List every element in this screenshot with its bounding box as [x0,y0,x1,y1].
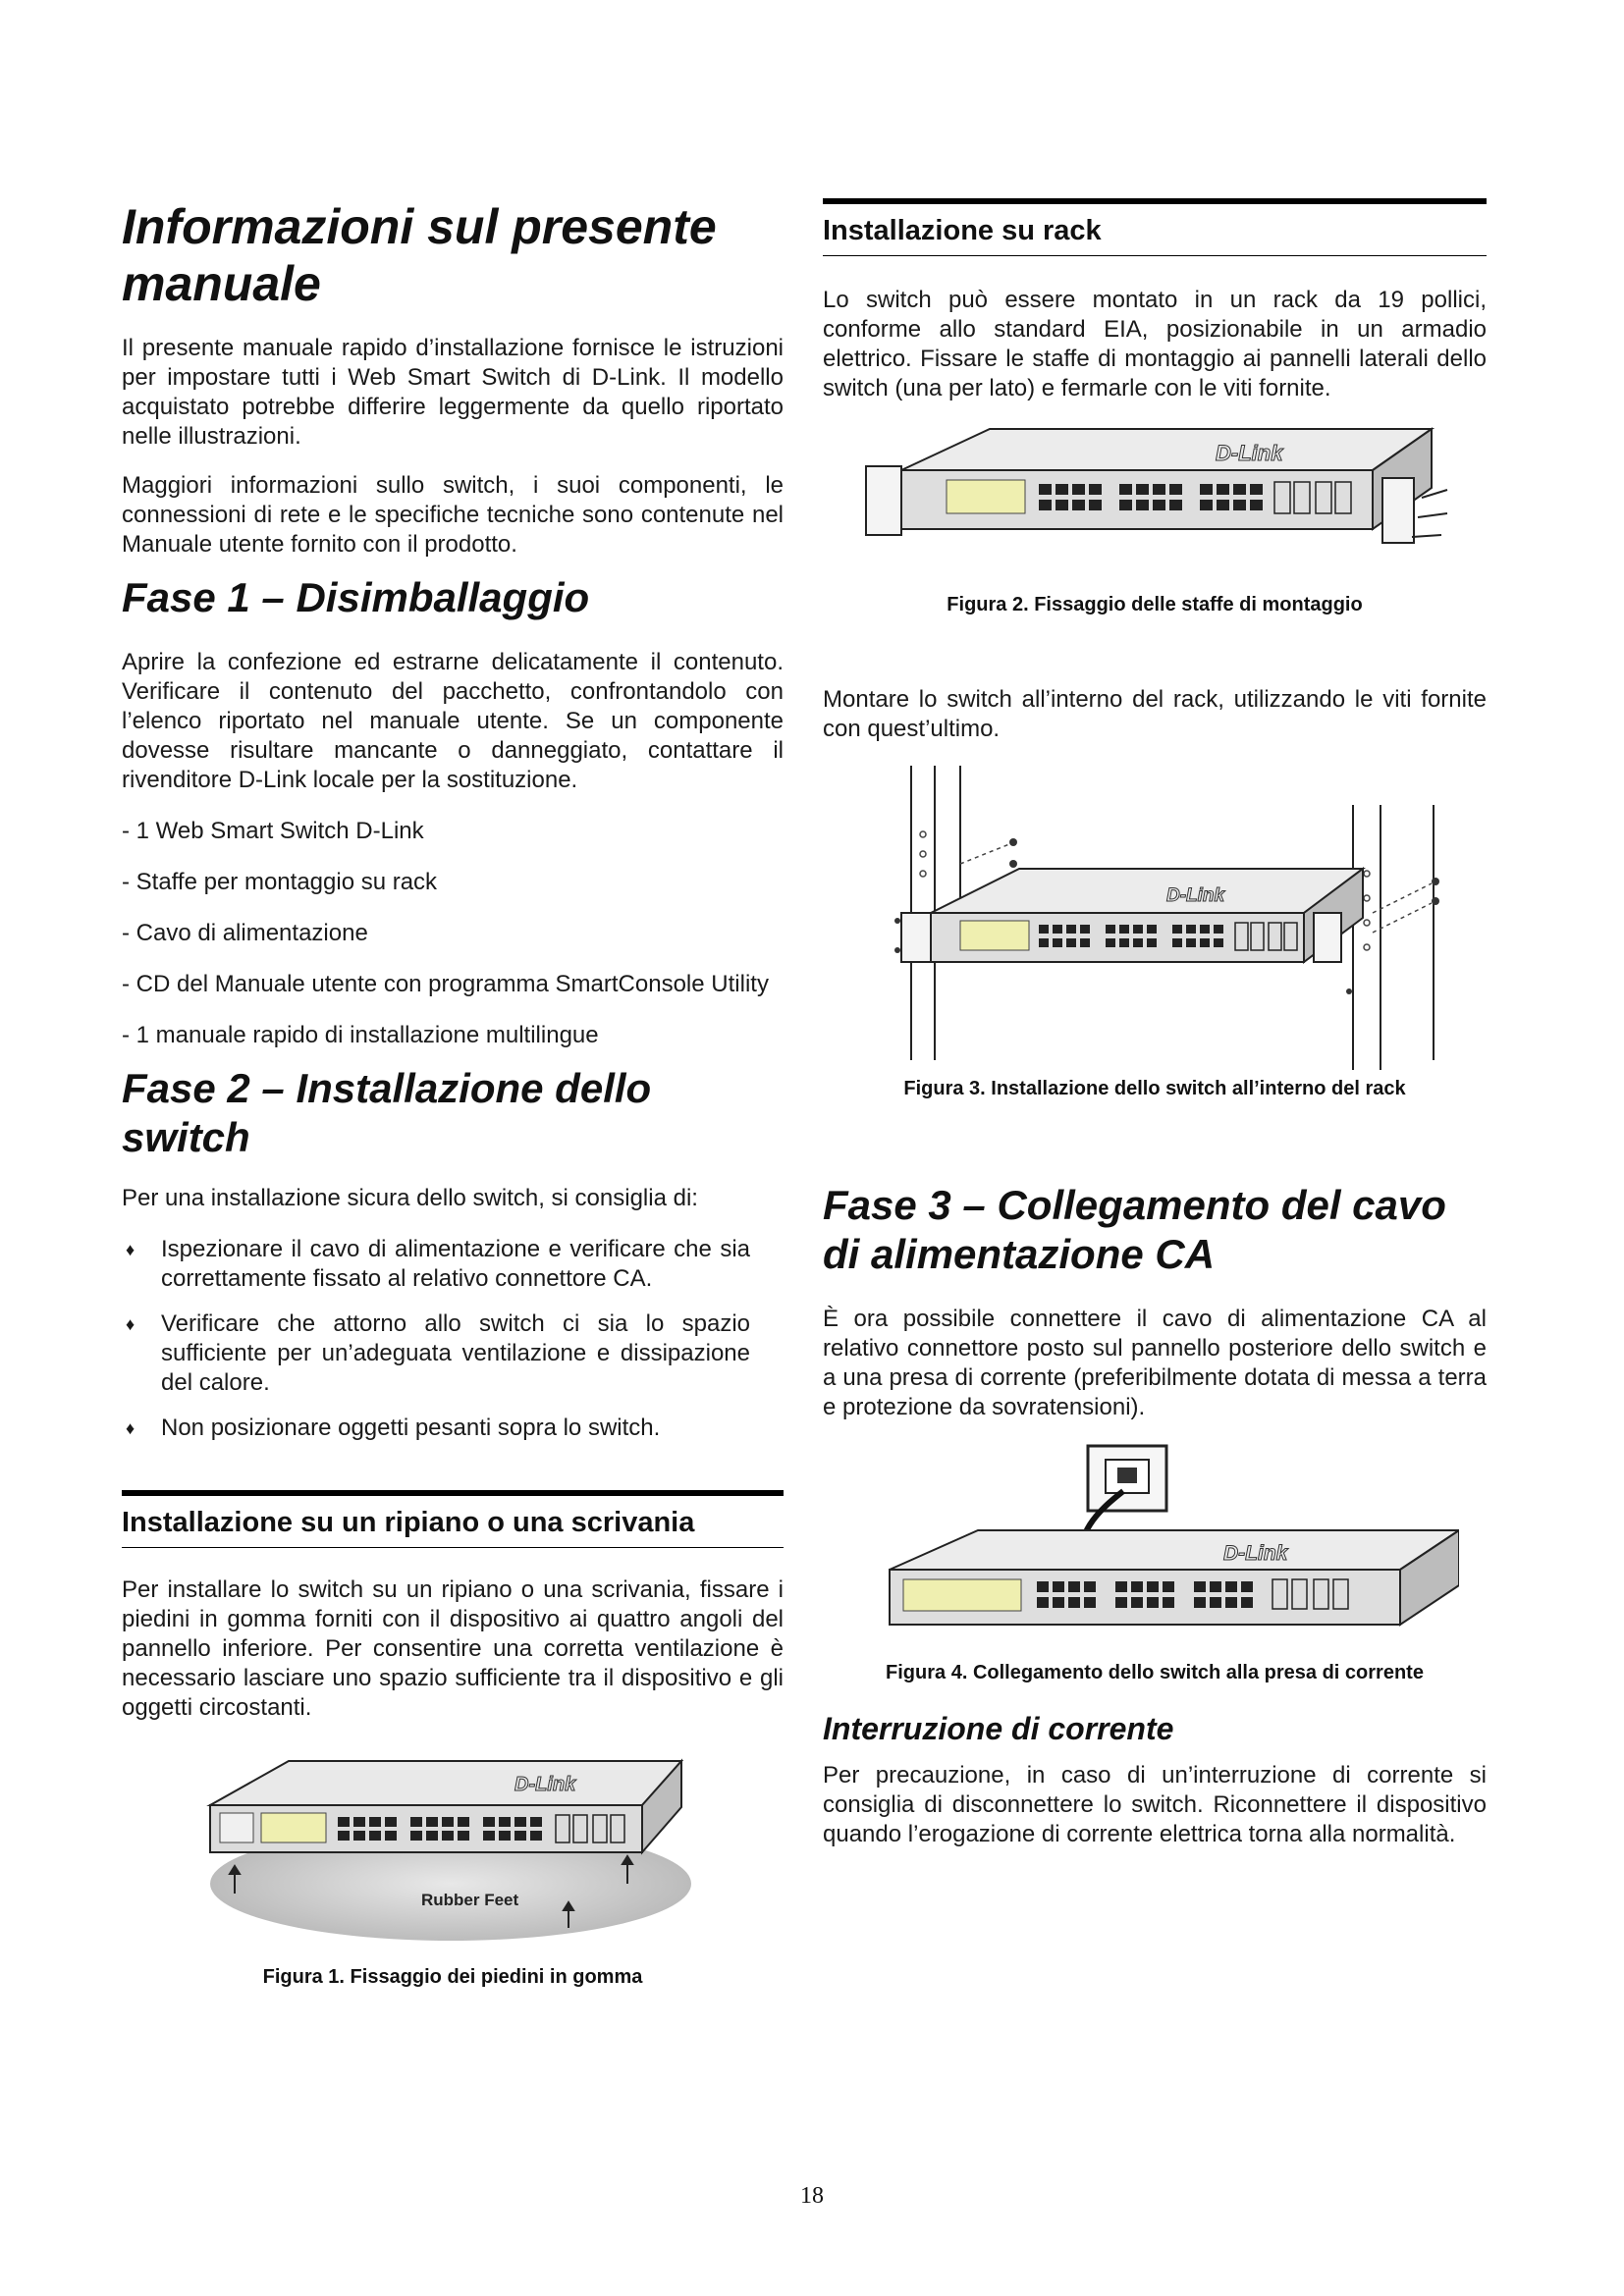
bullet-item [122,1309,750,1398]
switch-top [901,429,1432,470]
rack-install-paragraph-2: Montare lo switch all’interno del rack, utilizzando le viti fornite con quest’ultimo. [823,686,1487,742]
rack-install-paragraph-1: Lo switch può essere montato in un rack da 19 pollici, conforme allo standard EIA, posizionabile in un armadio elettrico. Fissare le staffe di montaggio ai pannelli laterali dello switch (una per lato) e fermarle con le viti fornite. [823,287,1487,401]
package-contents-list [122,817,784,1050]
diamond-bullet-icon: ♦ [126,1314,135,1334]
desk-install-paragraph: Per installare lo switch su un ripiano o una scrivania, fissare i piedini in gomma forniti con il dispositivo ai quattro angoli del pannello inferiore. Per consentire una corretta ventilazione è necessario lasciare uno spazio sufficiente tra il dispositivo e gli oggetti circostanti. [122,1576,784,1721]
right-bracket [1382,478,1414,543]
left-bracket [901,913,931,962]
led-panel-icon [903,1579,1021,1611]
figure-4-power [870,1444,1487,1650]
power-outage-paragraph: Per precauzione, in caso di un’interruzione di corrente si consiglia di disconnettere lo switch. Riconnettere il dispositivo quando l’erogazione di corrente elettrica torna alla normalità. [823,1762,1487,1847]
left-column [122,187,784,1989]
switch-rubber-feet-illustration [190,1746,711,1943]
dlink-logo: D-Link [1216,441,1283,465]
rack-install-heading: Installazione su rack [823,198,1487,256]
figure-2-brackets [862,419,1487,576]
diamond-bullet-icon: ♦ [126,1418,135,1438]
rubber-feet-label: Rubber Feet [421,1891,519,1909]
power-plug-icon [1117,1468,1137,1483]
left-bracket [866,466,901,535]
switch-top [931,869,1363,913]
dlink-logo: D-Link [1223,1542,1288,1565]
list-item: - Staffe per montaggio su rack [122,869,438,895]
right-column [823,187,1487,1849]
phase1-paragraph: Aprire la confezione ed estrarne delicatamente il contenuto. Verificare il contenuto del pacchetto, confrontandolo con l’elenco riportato nel manuale utente. Se un componente dovesse risultare mancante o danneggiato, contattare il rivenditore D-Link locale per la sostituzione. [122,649,784,793]
figure-3-rack-mount [862,766,1487,1070]
led-panel-icon [960,921,1029,950]
figure-2-caption: Figura 2. Fissaggio delle staffe di montaggio [947,594,1363,615]
figure-3-caption: Figura 3. Installazione dello switch all’interno del rack [903,1078,1406,1099]
manual-intro-paragraph-1: Il presente manuale rapido d’installazione fornisce le istruzioni per impostare tutti i Web Smart Switch di D-Link. Il modello acquistato potrebbe differire leggermente da quello riportato nelle illustrazioni. [122,335,784,450]
power-outage-heading: Interruzione di corrente [823,1711,1174,1746]
install-recommendations-list [122,1235,750,1443]
switch-top [890,1530,1459,1570]
phase3-title: Fase 3 – Collegamento del cavo di alimentazione CA [823,1182,1446,1277]
led-panel-icon [947,480,1025,513]
figure-1-rubber-feet [190,1746,784,1943]
led-panel-icon [220,1813,326,1842]
phase1-title: Fase 1 – Disimballaggio [122,574,590,620]
bullet-text: Verificare che attorno allo switch ci sia lo spazio sufficiente per un’adeguata ventilazione e dissipazione del calore. [161,1310,750,1396]
figure-4-caption: Figura 4. Collegamento dello switch alla presa di corrente [886,1662,1424,1683]
rack-mount-illustration [862,766,1451,1070]
list-item: - CD del Manuale utente con programma SmartConsole Utility [122,971,769,997]
phase2-title: Fase 2 – Installazione dello switch [122,1065,652,1160]
rack-brackets-illustration [862,419,1451,576]
switch-top [210,1761,681,1805]
diamond-bullet-icon: ♦ [126,1240,135,1259]
bullet-item [122,1414,750,1443]
dlink-logo: D-Link [1166,885,1225,906]
manual-info-title: Informazioni sul presente manuale [122,199,717,311]
right-bracket [1314,913,1341,962]
power-connection-illustration [870,1444,1459,1650]
list-item: - Cavo di alimentazione [122,920,368,946]
page-number: 18 [800,2183,824,2209]
bullet-item [122,1235,750,1294]
dlink-logo: D-Link [514,1774,576,1795]
bullet-text: Non posizionare oggetti pesanti sopra lo switch. [161,1415,661,1441]
manual-intro-paragraph-2: Maggiori informazioni sullo switch, i suoi componenti, le connessioni di rete e le specifiche tecniche sono contenute nel Manuale utente fornito con il prodotto. [122,472,784,558]
figure-1-caption: Figura 1. Fissaggio dei piedini in gomma [262,1966,643,1988]
list-item: - 1 manuale rapido di installazione multilingue [122,1022,599,1048]
phase3-paragraph: È ora possibile connettere il cavo di alimentazione CA al relativo connettore posto sul pannello posteriore dello switch e a una presa di corrente (preferibilmente dotata di messa a terra e protezione da sovratensioni). [823,1306,1487,1420]
desk-install-heading: Installazione su un ripiano o una scrivania [122,1490,784,1548]
bullet-text: Ispezionare il cavo di alimentazione e verificare che sia correttamente fissato al relativo connettore CA. [161,1236,750,1292]
list-item: - 1 Web Smart Switch D-Link [122,818,424,844]
phase2-paragraph: Per una installazione sicura dello switch, si consiglia di: [122,1185,698,1211]
